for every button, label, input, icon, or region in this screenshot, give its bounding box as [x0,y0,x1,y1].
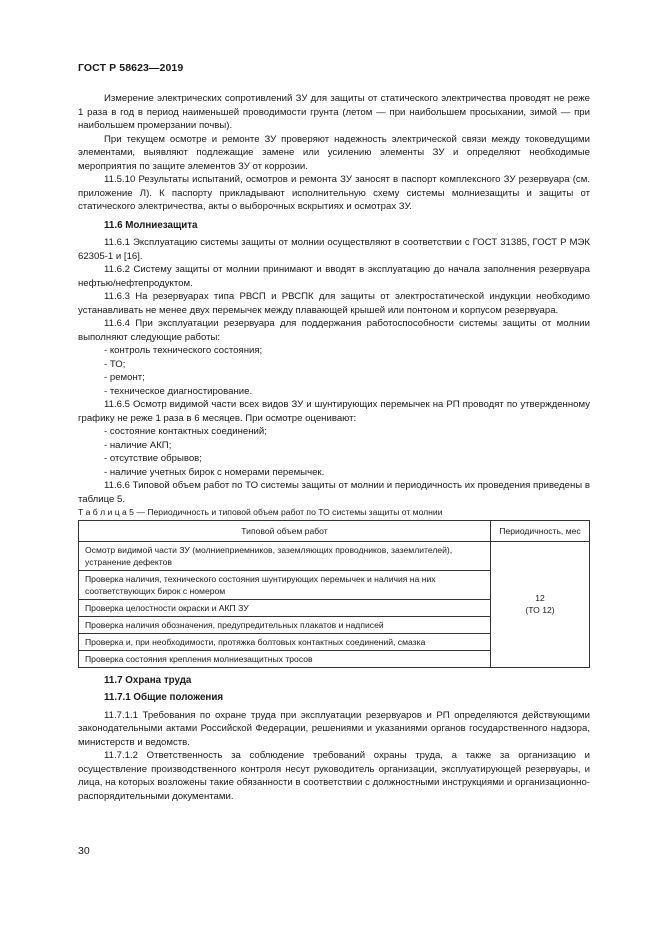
document-header: ГОСТ Р 58623—2019 [78,62,184,74]
list-item: - отсутствие обрывов; [104,453,202,464]
period-value: 12 [535,593,545,603]
paragraph: 11.7.1.2 Ответственность за соблюдение требований охраны труда, а также за организацию и осуществление производственного контроля несут руководитель организации, эксплуатирующей резервуары, и лица, на которых возложены такие обязанности в соответствии с должностными инструкциями и организационно-распорядительными документами. [78,750,590,802]
list-item: - наличие учетных бирок с номерами перемычек. [104,466,325,478]
table-cell-work: Проверка состояния крепления молниезащитных тросов [79,650,491,667]
paragraph: При текущем осмотре и ремонте ЗУ проверяют надежность электрической связи между токоведущими элементами, выявляют подлежащие замене или усилению элементы ЗУ и определяют необходимые мероприятия по защите элементов ЗУ от коррозии. [78,133,590,172]
paragraph: 11.5.10 Результаты испытаний, осмотров и ремонта ЗУ заносят в паспорт комплексного ЗУ резервуара (см. приложение Л). К паспорту прикладывают исполнительную схему системы молниезащиты и защиты от статического электричества, акты о выборочных вскрытиях и осмотрах ЗУ. [78,174,590,212]
list-item: - ТО; [104,358,126,370]
paragraph: 11.6.2 Систему защиты от молнии принимают и вводят в эксплуатацию до начала заполнения резервуара нефтью/нефтепродуктом. [78,264,590,289]
paragraph: Измерение электрических сопротивлений ЗУ для защиты от статического электричества проводят не реже 1 раза в год в период наименьшей проводимости грунта (летом — при наибольшем просыхании, зимой — при наибольшем промерзании почвы). [78,93,590,131]
column-header-works: Типовой объем работ [79,520,491,541]
paragraph: 11.6.4 При эксплуатации резервуара для поддержания работоспособности системы защиты от молнии выполняют следующие работы: [78,318,590,343]
list-item: - наличие АКП; [104,439,172,451]
page-number: 30 [78,845,90,857]
paragraph: 11.6.6 Типовой объем работ по ТО системы защиты от молнии и периодичность их проведения приведены в таблице 5. [78,480,590,505]
table-cell-work: Проверка и, при необходимости, протяжка болтовых контактных соединений, смазка [79,633,491,650]
list-item: - техническое диагностирование. [104,385,253,397]
column-header-period: Периодичность, мес [491,520,590,541]
paragraph: 11.6.5 Осмотр видимой части всех видов ЗУ и шунтирующих перемычек на РП проводят по утвержденному графику не реже 1 раза в 6 месяцев. При осмотре оценивают: [78,399,590,424]
table-cell-work: Осмотр видимой части ЗУ (молниеприемников, заземляющих проводников, заземлителей), устранение дефектов [79,541,491,570]
period-note: (ТО 12) [525,605,555,615]
table-cell-period [491,541,590,667]
table-cell-work: Проверка наличия, технического состояния шунтирующих перемычек и наличия на них соответствующих бирок с номером [79,570,491,599]
table-5 [78,520,590,668]
table-cell-work: Проверка наличия обозначения, предупредительных плакатов и надписей [79,616,491,633]
subsection-heading: 11.7.1 Общие положения [104,692,224,703]
table-row [79,541,590,570]
section-heading: 11.7 Охрана труда [104,674,192,686]
table-cell-work: Проверка целостности окраски и АКП ЗУ [79,599,491,616]
list-item: - контроль технического состояния; [104,345,263,356]
list-item: - состояние контактных соединений; [104,426,267,437]
paragraph: 11.6.1 Эксплуатацию системы защиты от молнии осуществляют в соответствии с ГОСТ 31385, ГОСТ Р МЭК 62305-1 и [16]. [78,237,590,262]
list-item: - ремонт; [104,372,145,383]
paragraph: 11.6.3 На резервуарах типа РВСП и РВСПК для защиты от электростатической индукции необходимо устанавливать не менее двух перемычек между плавающей крышей или понтоном и корпусом резервуара. [78,291,590,316]
table-header-row [79,520,590,541]
paragraph: 11.7.1.1 Требования по охране труда при эксплуатации резервуаров и РП определяются действующими законодательными актами Российской Федерации, решениями и указаниями органов государственного надзора, министерств и ведомств. [78,709,590,748]
document-body [78,92,590,803]
section-heading: 11.6 Молниезащита [104,219,198,231]
table-caption: Т а б л и ц а 5 — Периодичность и типовой объем работ по ТО системы защиты от молнии [78,507,443,517]
